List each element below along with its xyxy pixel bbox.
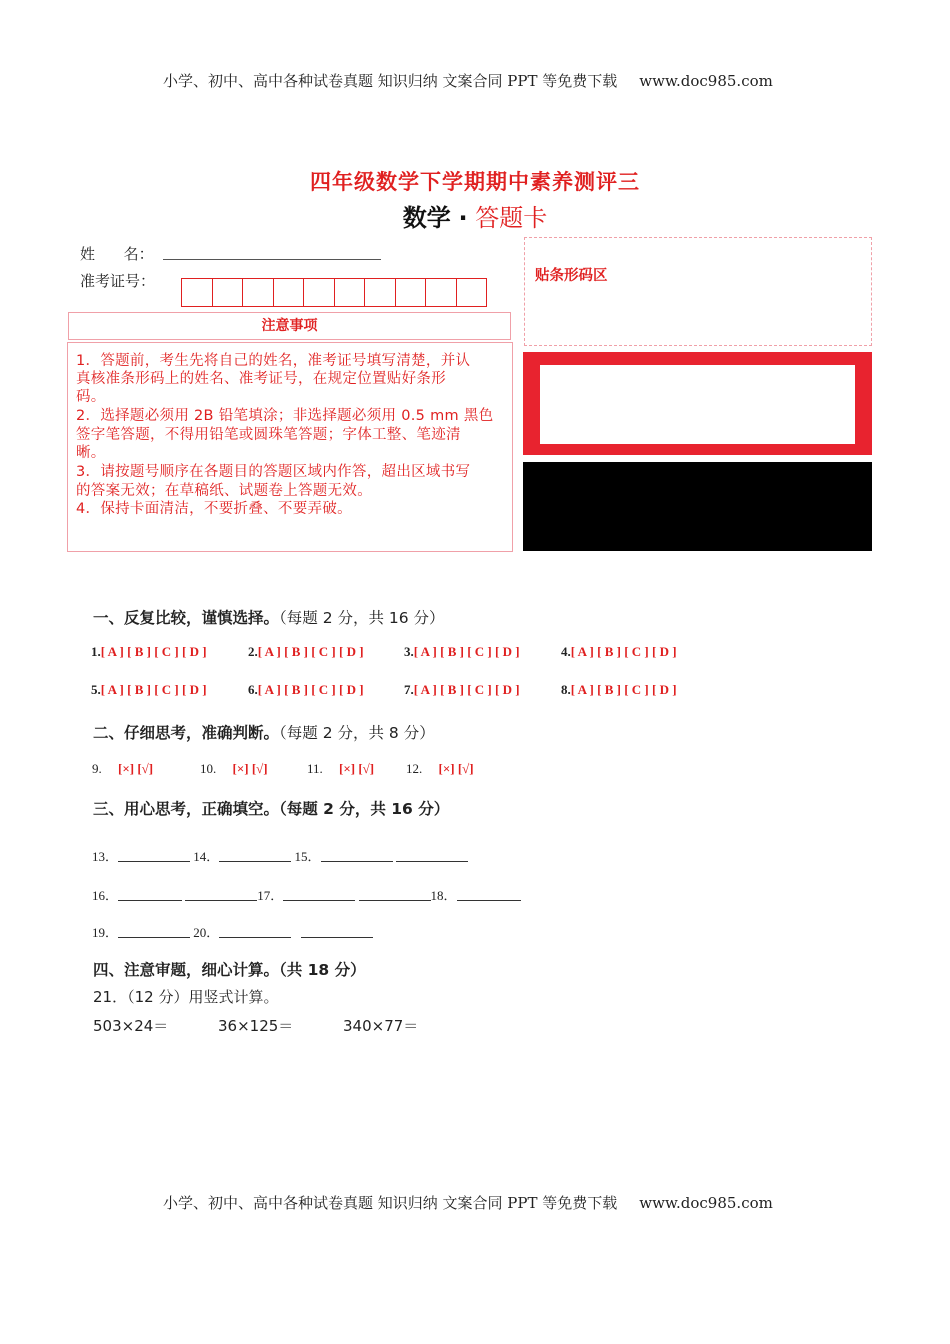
question-number: 14． — [193, 849, 220, 864]
header-text: 小学、初中、高中各种试卷真题 知识归纳 文案合同 PPT 等免费下载 — [163, 72, 618, 90]
id-digit-box[interactable] — [243, 279, 274, 306]
question-number: 5. — [91, 682, 101, 697]
page-footer — [163, 1192, 773, 1213]
question-number: 20． — [193, 925, 220, 940]
tf-options[interactable]: [×] [√] — [438, 761, 474, 776]
mc-options[interactable]: [ A ] [ B ] [ C ] [ D ] — [100, 644, 207, 659]
mc-question-8[interactable] — [561, 682, 677, 698]
id-digit-box[interactable] — [396, 279, 427, 306]
black-block — [523, 462, 872, 551]
notice-line: 真核准条形码上的姓名、准考证号，在规定位置贴好条形 — [76, 371, 446, 387]
name-label: 姓 名： — [80, 245, 154, 263]
id-digit-box[interactable] — [182, 279, 213, 306]
notice-line: 码。 — [76, 389, 106, 405]
mc-options[interactable]: [ A ] [ B ] [ C ] [ D ] — [100, 682, 207, 697]
question-number: 16． — [92, 888, 119, 903]
mc-question-4[interactable] — [561, 644, 677, 660]
answer-blank[interactable] — [185, 888, 257, 901]
answer-blank[interactable] — [283, 888, 355, 901]
tf-options[interactable]: [×] [√] — [118, 761, 154, 776]
calc-expr-1: 503×24＝ — [93, 1017, 169, 1035]
id-digit-box[interactable] — [365, 279, 396, 306]
answer-blank[interactable] — [396, 849, 468, 862]
tf-options[interactable]: [×] [√] — [339, 761, 375, 776]
question-number: 11. — [307, 761, 323, 776]
notice-line: 3．请按题号顺序在各题目的答题区域内作答，超出区域书写 — [76, 464, 471, 480]
fill-row-3 — [92, 922, 373, 941]
id-digit-box[interactable] — [335, 279, 366, 306]
mc-question-1[interactable] — [91, 644, 207, 660]
answer-blank[interactable] — [219, 849, 291, 862]
question-number: 19． — [92, 925, 119, 940]
question-number: 4. — [561, 644, 571, 659]
question-number: 17． — [257, 888, 284, 903]
section3-title: 三、用心思考，正确填空。（每题 2 分，共 16 分） — [93, 800, 450, 818]
mc-question-3[interactable] — [404, 644, 520, 660]
fill-row-1 — [92, 846, 468, 865]
notice-line: 晰。 — [76, 445, 106, 461]
tf-question-11[interactable] — [307, 761, 374, 777]
mc-question-2[interactable] — [248, 644, 364, 660]
mc-options[interactable]: [ A ] [ B ] [ C ] [ D ] — [570, 682, 677, 697]
question-number: 7. — [404, 682, 414, 697]
question-number: 9. — [92, 761, 102, 776]
question-number: 12. — [406, 761, 423, 776]
notice-box — [67, 342, 513, 552]
id-digit-box[interactable] — [426, 279, 457, 306]
calc-expr-3: 340×77＝ — [343, 1017, 419, 1035]
calc-expr-2: 36×125＝ — [218, 1017, 294, 1035]
question-number: 3. — [404, 644, 414, 659]
tf-question-12[interactable] — [406, 761, 474, 777]
section2-heading: 二、仔细思考，准确判断。 — [93, 724, 280, 742]
absent-mark-area — [523, 352, 872, 455]
answer-blank[interactable] — [219, 925, 291, 938]
barcode-area — [524, 237, 872, 346]
notice-line: 的答案无效；在草稿纸、试题卷上答题无效。 — [76, 483, 372, 499]
answer-blank[interactable] — [457, 888, 521, 901]
title-dot: · — [458, 204, 468, 232]
question-number: 10. — [200, 761, 217, 776]
section1-points: （每题 2 分，共 16 分） — [279, 609, 445, 627]
name-field[interactable] — [163, 259, 381, 260]
section2-title — [93, 721, 435, 743]
subject-label: 数学 — [402, 204, 451, 232]
answer-blank[interactable] — [321, 849, 393, 862]
answer-blank[interactable] — [118, 849, 190, 862]
answer-card-label: 答题卡 — [475, 204, 548, 232]
page-header — [163, 70, 773, 91]
tf-options[interactable]: [×] [√] — [232, 761, 268, 776]
mc-options[interactable]: [ A ] [ B ] [ C ] [ D ] — [570, 644, 677, 659]
tf-question-9[interactable] — [92, 761, 153, 777]
question-number: 1. — [91, 644, 101, 659]
answer-blank[interactable] — [118, 925, 190, 938]
section1-title — [93, 606, 445, 628]
mc-options[interactable]: [ A ] [ B ] [ C ] [ D ] — [413, 644, 520, 659]
question-number: 6. — [248, 682, 258, 697]
question-number: 18． — [430, 888, 457, 903]
question-number: 13． — [92, 849, 119, 864]
answer-blank[interactable] — [301, 925, 373, 938]
section1-heading: 一、反复比较，谨慎选择。 — [93, 609, 280, 627]
notice-line: 4．保持卡面清洁，不要折叠、不要弄破。 — [76, 501, 352, 517]
absent-mark-inner — [540, 365, 855, 444]
mc-options[interactable]: [ A ] [ B ] [ C ] [ D ] — [413, 682, 520, 697]
card-title — [0, 198, 950, 233]
tf-question-10[interactable] — [200, 761, 268, 777]
notice-line: 2．选择题必须用 2B 铅笔填涂；非选择题必须用 0.5 mm 黑色 — [76, 408, 494, 424]
question-number: 2. — [248, 644, 258, 659]
question-21: 21．（12 分）用竖式计算。 — [93, 988, 279, 1006]
answer-blank[interactable] — [118, 888, 182, 901]
answer-blank[interactable] — [359, 888, 431, 901]
mc-options[interactable]: [ A ] [ B ] [ C ] [ D ] — [257, 644, 364, 659]
mc-question-5[interactable] — [91, 682, 207, 698]
id-number-boxes[interactable] — [181, 278, 487, 307]
id-digit-box[interactable] — [304, 279, 335, 306]
header-site: www.doc985.com — [639, 72, 773, 90]
notice-line: 签字笔答题，不得用铅笔或圆珠笔答题；字体工整、笔迹清 — [76, 427, 461, 443]
question-number: 15． — [294, 849, 321, 864]
id-digit-box[interactable] — [213, 279, 244, 306]
mc-question-6[interactable] — [248, 682, 364, 698]
question-number: 8. — [561, 682, 571, 697]
section2-points: （每题 2 分，共 8 分） — [279, 724, 435, 742]
fill-row-2 — [92, 885, 521, 904]
notice-line: 1．答题前，考生先将自己的姓名，准考证号填写清楚，并认 — [76, 353, 471, 369]
footer-site: www.doc985.com — [639, 1194, 773, 1212]
notice-title: 注意事项 — [68, 312, 511, 340]
mc-options[interactable]: [ A ] [ B ] [ C ] [ D ] — [257, 682, 364, 697]
barcode-label: 贴条形码区 — [535, 268, 608, 284]
id-label: 准考证号： — [80, 272, 156, 290]
footer-text: 小学、初中、高中各种试卷真题 知识归纳 文案合同 PPT 等免费下载 — [163, 1194, 618, 1212]
exam-title: 四年级数学下学期期中素养测评三 — [310, 170, 640, 194]
section4-title: 四、注意审题，细心计算。（共 18 分） — [93, 961, 366, 979]
id-digit-box[interactable] — [274, 279, 305, 306]
id-digit-box[interactable] — [457, 279, 487, 306]
mc-question-7[interactable] — [404, 682, 520, 698]
